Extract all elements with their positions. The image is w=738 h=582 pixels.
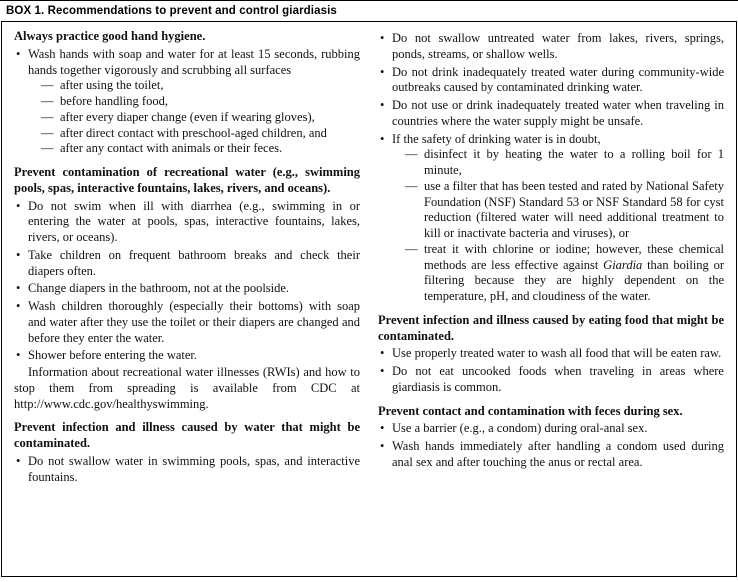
item-text: treat it with chlorine or iodine; however, these chemical methods are less effective against Giardia than boiling or filtering because they are highly dependent on the temperature, pH, and cloudiness of the water.: [424, 241, 724, 303]
item-text: Do not use or drink inadequately treated water when traveling in countries where the water supply might be unsafe.: [392, 98, 724, 128]
item-text: Use properly treated water to wash all food that will be eaten raw.: [392, 346, 722, 361]
dash-marker: —: [41, 94, 54, 108]
item-text: Do not swim when ill with diarrhea (e.g., swimming in or entering the water at pools, spas, interactive fountains, lakes, rivers, or oceans).: [28, 198, 360, 244]
bullet-marker: •: [16, 198, 21, 213]
bullet-item: [378, 65, 724, 97]
bullet-item: [14, 248, 360, 280]
item-text: If the safety of drinking water is in doubt,: [392, 131, 601, 146]
item-text: Take children on frequent bathroom breaks and check their diapers often.: [28, 247, 360, 278]
bullet-marker: •: [380, 421, 385, 436]
item-text: Shower before entering the water.: [28, 348, 198, 363]
bullet-marker: •: [16, 299, 21, 313]
dash-marker: —: [405, 147, 418, 162]
item-text: Do not eat uncooked foods when traveling in areas where giardiasis is common.: [392, 364, 724, 394]
dash-marker: —: [41, 109, 54, 124]
bullet-marker: •: [380, 64, 385, 79]
item-text: Do not swallow water in swimming pools, spas, and interactive fountains.: [28, 453, 360, 484]
bullet-item: [378, 346, 724, 362]
item-text: before handling food,: [60, 94, 168, 108]
bullet-item: [378, 421, 724, 437]
item-text: disinfect it by heating the water to a rolling boil for 1 minute,: [424, 147, 724, 177]
paragraph: Information about recreational water illnesses (RWIs) and how to stop them from spreading is available from CDC at http://www.cdc.gov/healthyswimming.: [14, 365, 360, 411]
bullet-item: [14, 348, 360, 364]
item-text: Use a barrier (e.g., a condom) during oral-anal sex.: [392, 421, 648, 436]
bullet-item: [14, 281, 360, 297]
bullet-marker: •: [380, 98, 385, 112]
box-content: [2, 22, 736, 576]
dash-item: [41, 94, 360, 110]
dash-item: [405, 179, 724, 242]
dash-marker: —: [41, 141, 54, 156]
item-text: after using the toilet,: [60, 78, 164, 93]
item-text: after every diaper change (even if wearing gloves),: [60, 109, 315, 124]
item-text: Wash children thoroughly (especially their bottoms) with soap and water after they use the toilet or their diapers are changed and before they enter the water.: [28, 299, 360, 345]
bullet-item: [378, 439, 724, 471]
dash-marker: —: [405, 178, 418, 193]
section-heading: Prevent infection and illness caused by eating food that might be contaminated.: [378, 312, 724, 343]
item-text: Do not drink inadequately treated water during community-wide outbreaks caused by contaminated drinking water.: [392, 64, 724, 95]
bullet-marker: •: [16, 247, 21, 262]
left-column: [14, 29, 360, 570]
dash-item: [41, 110, 360, 126]
item-text: use a filter that has been tested and rated by National Safety Foundation (NSF) Standard 53 or NSF Standard 58 for cyst reduction (filtered water will need additional treatment to kill or inactivate bacteria and viruses), or: [424, 178, 724, 240]
item-text: Change diapers in the bathroom, not at the poolside.: [28, 281, 290, 296]
dash-marker: —: [41, 78, 54, 93]
bullet-item: [378, 132, 724, 148]
item-text: after any contact with animals or their feces.: [60, 141, 283, 156]
bullet-marker: •: [380, 346, 385, 361]
bullet-item: [14, 199, 360, 246]
bullet-item: [14, 299, 360, 346]
box-title: BOX 1. Recommendations to prevent and control giardiasis: [6, 5, 337, 17]
bullet-item: [378, 31, 724, 63]
item-text: Wash hands immediately after handling a condom used during anal sex and after touching the anus or rectal area.: [392, 439, 724, 469]
section-heading: Prevent contamination of recreational water (e.g., swimming pools, spas, interactive fountains, lakes, rivers, and oceans).: [14, 165, 360, 195]
dash-item: [405, 242, 724, 305]
bullet-marker: •: [16, 348, 21, 363]
item-text: Do not swallow untreated water from lakes, rivers, springs, ponds, streams, or shallow wells.: [392, 31, 724, 61]
bullet-marker: •: [380, 364, 385, 378]
bullet-marker: •: [380, 439, 385, 453]
dash-item: [41, 141, 360, 157]
dash-item: [405, 147, 724, 179]
dash-marker: —: [405, 241, 418, 256]
bullet-item: [378, 98, 724, 130]
dash-marker: —: [41, 125, 54, 140]
bullet-item: [378, 364, 724, 396]
section-heading: Prevent contact and contamination with feces during sex.: [378, 403, 683, 418]
bullet-marker: •: [16, 453, 21, 468]
bullet-item: [14, 454, 360, 486]
right-column: [378, 29, 724, 570]
bullet-item: [14, 47, 360, 79]
section-heading: Prevent infection and illness caused by water that might be contaminated.: [14, 420, 360, 450]
bullet-marker: •: [380, 31, 385, 45]
bullet-marker: •: [16, 46, 21, 61]
item-text: after direct contact with preschool-aged children, and: [60, 125, 327, 140]
bullet-marker: •: [16, 281, 21, 296]
section-heading: Always practice good hand hygiene.: [14, 29, 206, 43]
dash-item: [41, 126, 360, 142]
dash-item: [41, 78, 360, 94]
box-1: [1, 21, 737, 577]
bullet-marker: •: [380, 131, 385, 146]
item-text: Wash hands with soap and water for at least 15 seconds, rubbing hands together vigorously and scrubbing all surfaces: [28, 46, 360, 77]
